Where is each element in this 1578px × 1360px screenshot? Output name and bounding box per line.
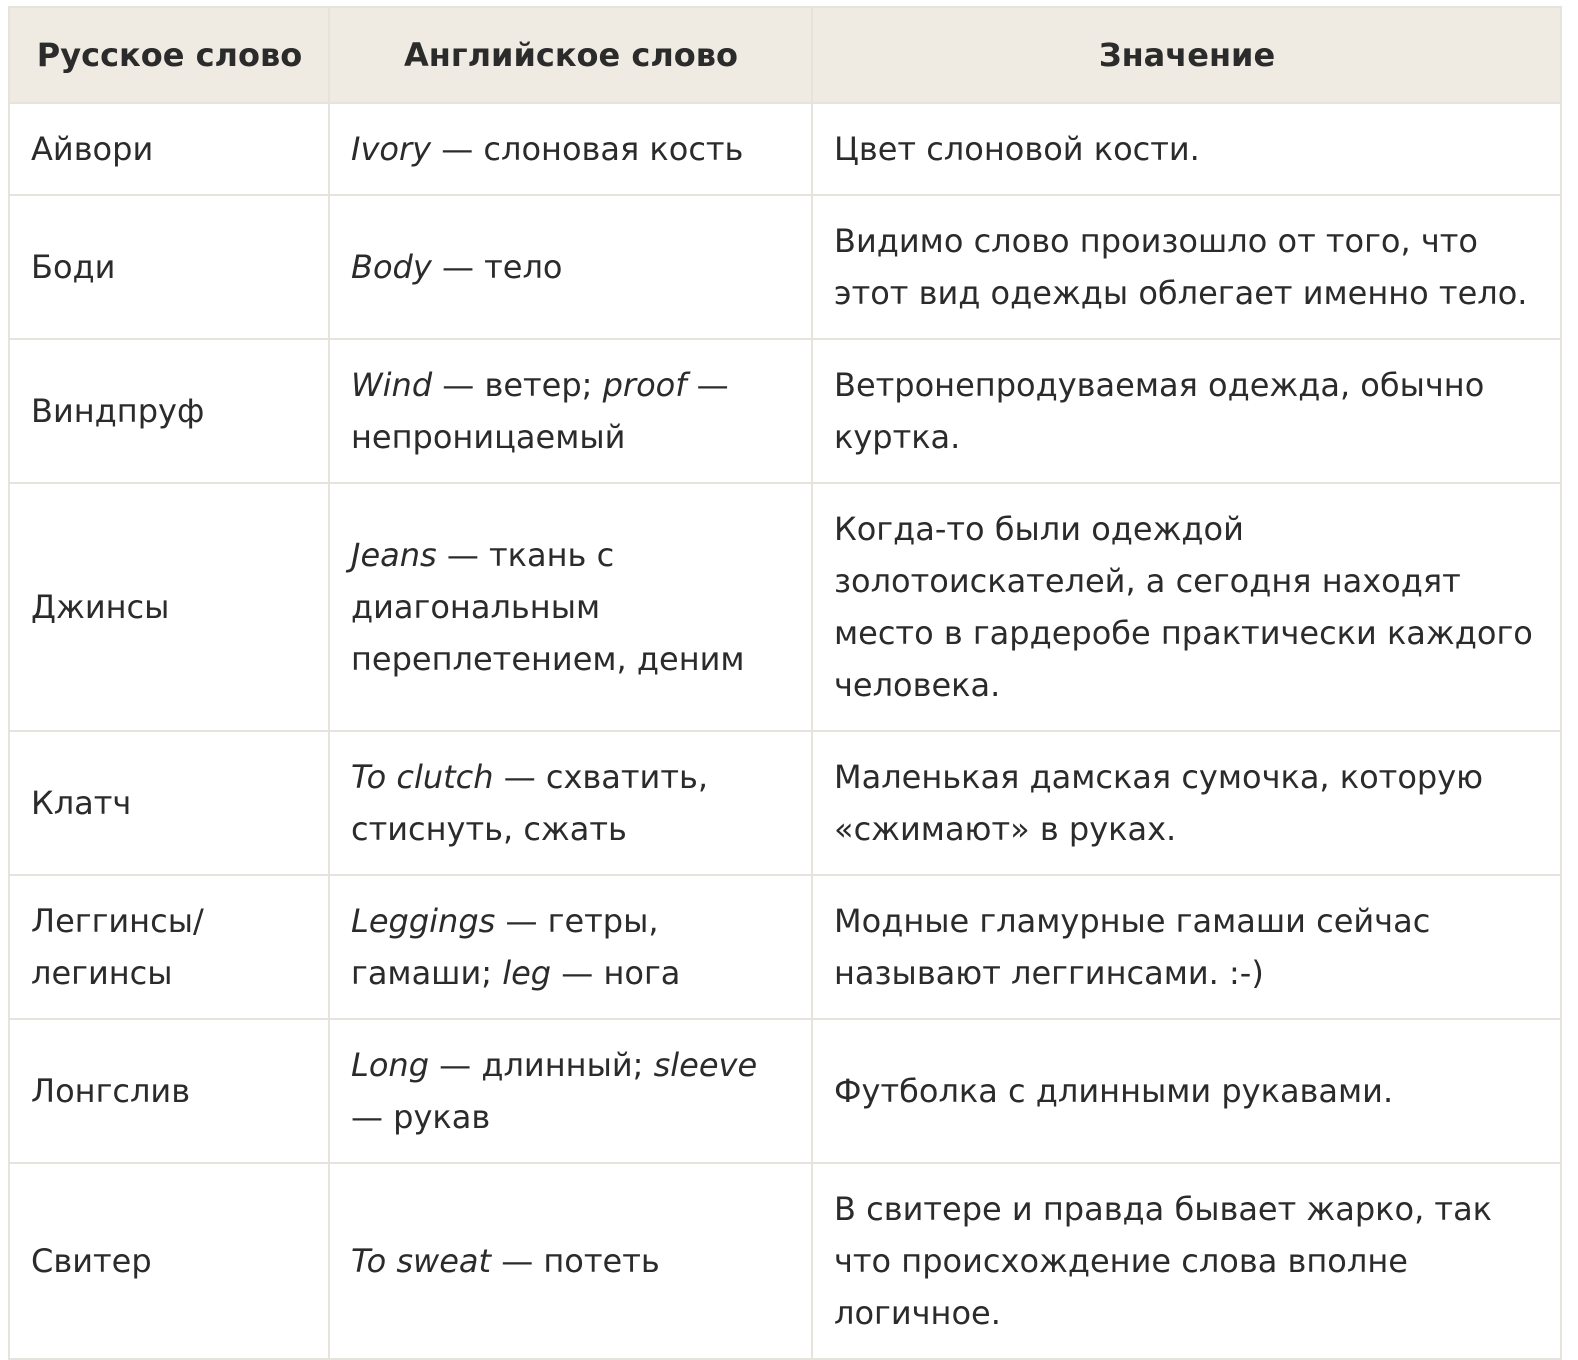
- header-russian-word: Русское слово: [9, 7, 329, 103]
- table-row: [9, 731, 1561, 875]
- english-word-cell: [329, 1163, 812, 1359]
- english-translation: — тело: [431, 248, 563, 286]
- english-translation: — нога: [551, 954, 681, 992]
- meaning-cell: Маленькая дамская сумочка, которую «сжимают» в руках.: [812, 731, 1561, 875]
- table-row: [9, 1163, 1561, 1359]
- english-translation: — ткань с диагональным переплетением, деним: [351, 536, 745, 678]
- russian-word-cell: Виндпруф: [9, 339, 329, 483]
- russian-word-cell: Лонгслив: [9, 1019, 329, 1163]
- english-word-cell: [329, 195, 812, 339]
- meaning-cell: Ветронепродуваемая одежда, обычно куртка.: [812, 339, 1561, 483]
- meaning-cell: В свитере и правда бывает жарко, так что происхождение слова вполне логичное.: [812, 1163, 1561, 1359]
- table-body: [9, 103, 1561, 1360]
- meaning-cell: Цвет слоновой кости.: [812, 103, 1561, 195]
- english-word-cell: [329, 731, 812, 875]
- vocabulary-table: [8, 6, 1562, 1360]
- russian-word-cell: Айвори: [9, 103, 329, 195]
- english-word-cell: [329, 103, 812, 195]
- table-row: [9, 339, 1561, 483]
- english-term: sleeve: [653, 1046, 758, 1084]
- russian-word-cell: Боди: [9, 195, 329, 339]
- english-translation: — длинный;: [429, 1046, 654, 1084]
- english-word-cell: [329, 1019, 812, 1163]
- table-row: [9, 483, 1561, 731]
- english-term: Jeans: [351, 536, 437, 574]
- english-word-cell: [329, 875, 812, 1019]
- english-word-cell: [329, 339, 812, 483]
- header-meaning: Значение: [812, 7, 1561, 103]
- english-translation: — рукав: [351, 1098, 491, 1136]
- english-term: Body: [351, 248, 432, 286]
- english-translation: — слоновая кость: [431, 130, 744, 168]
- english-term: Wind: [351, 366, 433, 404]
- vocabulary-table-container: [8, 6, 1568, 1360]
- english-translation: — потеть: [491, 1242, 660, 1280]
- table-header: [9, 7, 1561, 103]
- meaning-cell: Модные гламурные гамаши сейчас называют леггинсами. :-): [812, 875, 1561, 1019]
- meaning-cell: Когда-то были одеждой золотоискателей, а сегодня находят место в гардеробе практически каждого человека.: [812, 483, 1561, 731]
- english-term: To sweat: [351, 1242, 492, 1280]
- russian-word-cell: Свитер: [9, 1163, 329, 1359]
- table-row: [9, 875, 1561, 1019]
- english-term: proof: [602, 366, 687, 404]
- english-translation: — схватить, стиснуть, сжать: [351, 758, 708, 848]
- english-term: Ivory: [351, 130, 432, 168]
- english-term: Long: [351, 1046, 429, 1084]
- english-word-cell: [329, 483, 812, 731]
- russian-word-cell: Клатч: [9, 731, 329, 875]
- english-term: leg: [502, 954, 552, 992]
- meaning-cell: Видимо слово произошло от того, что этот вид одежды облегает именно тело.: [812, 195, 1561, 339]
- english-translation: — непроницаемый: [351, 366, 729, 456]
- russian-word-cell: Джинсы: [9, 483, 329, 731]
- meaning-cell: Футболка с длинными рукавами.: [812, 1019, 1561, 1163]
- header-row: [9, 7, 1561, 103]
- header-english-word: Английское слово: [329, 7, 812, 103]
- english-translation: — гетры, гамаши;: [351, 902, 659, 992]
- english-term: To clutch: [351, 758, 494, 796]
- english-translation: — ветер;: [432, 366, 603, 404]
- table-row: [9, 103, 1561, 195]
- english-term: Leggings: [351, 902, 496, 940]
- table-row: [9, 1019, 1561, 1163]
- russian-word-cell: Леггинсы/ легинсы: [9, 875, 329, 1019]
- table-row: [9, 195, 1561, 339]
